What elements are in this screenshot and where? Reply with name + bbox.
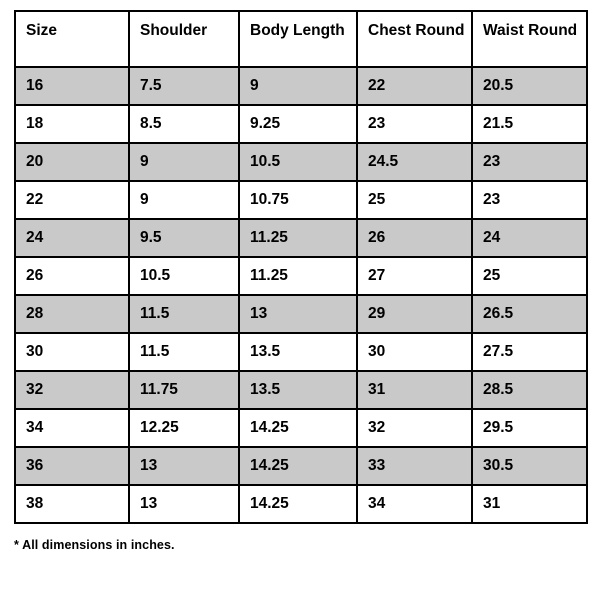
cell-chest-round: 34 (357, 485, 472, 523)
cell-size: 30 (15, 333, 129, 371)
table-row (15, 105, 587, 143)
cell-chest-round: 31 (357, 371, 472, 409)
table-row (15, 409, 587, 447)
cell-waist-round: 28.5 (472, 371, 587, 409)
footnote: * All dimensions in inches. (14, 538, 175, 552)
cell-shoulder: 13 (129, 485, 239, 523)
cell-shoulder: 10.5 (129, 257, 239, 295)
cell-shoulder: 11.5 (129, 295, 239, 333)
cell-body-length: 13.5 (239, 371, 357, 409)
table-row (15, 257, 587, 295)
table-row (15, 447, 587, 485)
cell-body-length: 14.25 (239, 409, 357, 447)
cell-shoulder: 12.25 (129, 409, 239, 447)
cell-waist-round: 20.5 (472, 67, 587, 105)
cell-size: 26 (15, 257, 129, 295)
column-header-size: Size (15, 11, 129, 67)
cell-chest-round: 27 (357, 257, 472, 295)
table-row (15, 485, 587, 523)
cell-size: 28 (15, 295, 129, 333)
cell-waist-round: 25 (472, 257, 587, 295)
cell-shoulder: 7.5 (129, 67, 239, 105)
cell-chest-round: 33 (357, 447, 472, 485)
cell-chest-round: 23 (357, 105, 472, 143)
table-row (15, 67, 587, 105)
cell-waist-round: 27.5 (472, 333, 587, 371)
cell-shoulder: 9 (129, 181, 239, 219)
cell-shoulder: 13 (129, 447, 239, 485)
cell-waist-round: 21.5 (472, 105, 587, 143)
cell-size: 32 (15, 371, 129, 409)
column-header-waist-round: Waist Round (472, 11, 587, 67)
cell-chest-round: 32 (357, 409, 472, 447)
cell-shoulder: 9 (129, 143, 239, 181)
table-row (15, 333, 587, 371)
cell-waist-round: 31 (472, 485, 587, 523)
cell-shoulder: 11.75 (129, 371, 239, 409)
cell-waist-round: 24 (472, 219, 587, 257)
cell-chest-round: 24.5 (357, 143, 472, 181)
cell-waist-round: 29.5 (472, 409, 587, 447)
cell-size: 38 (15, 485, 129, 523)
cell-shoulder: 9.5 (129, 219, 239, 257)
cell-waist-round: 30.5 (472, 447, 587, 485)
cell-chest-round: 26 (357, 219, 472, 257)
cell-size: 22 (15, 181, 129, 219)
cell-size: 20 (15, 143, 129, 181)
cell-shoulder: 11.5 (129, 333, 239, 371)
cell-chest-round: 22 (357, 67, 472, 105)
column-header-chest-round: Chest Round (357, 11, 472, 67)
table-row (15, 181, 587, 219)
cell-body-length: 10.5 (239, 143, 357, 181)
cell-waist-round: 23 (472, 181, 587, 219)
cell-size: 34 (15, 409, 129, 447)
cell-size: 24 (15, 219, 129, 257)
column-header-shoulder: Shoulder (129, 11, 239, 67)
cell-body-length: 13.5 (239, 333, 357, 371)
table-row (15, 371, 587, 409)
header-row (15, 11, 587, 67)
cell-body-length: 9 (239, 67, 357, 105)
cell-body-length: 11.25 (239, 219, 357, 257)
cell-size: 36 (15, 447, 129, 485)
size-chart-page (0, 10, 600, 594)
column-header-body-length: Body Length (239, 11, 357, 67)
cell-body-length: 13 (239, 295, 357, 333)
size-chart-table (14, 10, 588, 524)
cell-body-length: 14.25 (239, 485, 357, 523)
cell-chest-round: 25 (357, 181, 472, 219)
cell-body-length: 10.75 (239, 181, 357, 219)
cell-size: 18 (15, 105, 129, 143)
cell-body-length: 14.25 (239, 447, 357, 485)
cell-shoulder: 8.5 (129, 105, 239, 143)
cell-size: 16 (15, 67, 129, 105)
cell-waist-round: 23 (472, 143, 587, 181)
table-body (15, 67, 587, 523)
cell-chest-round: 29 (357, 295, 472, 333)
cell-chest-round: 30 (357, 333, 472, 371)
table-row (15, 219, 587, 257)
table-row (15, 143, 587, 181)
table-row (15, 295, 587, 333)
cell-body-length: 9.25 (239, 105, 357, 143)
table-header (15, 11, 587, 67)
cell-body-length: 11.25 (239, 257, 357, 295)
cell-waist-round: 26.5 (472, 295, 587, 333)
